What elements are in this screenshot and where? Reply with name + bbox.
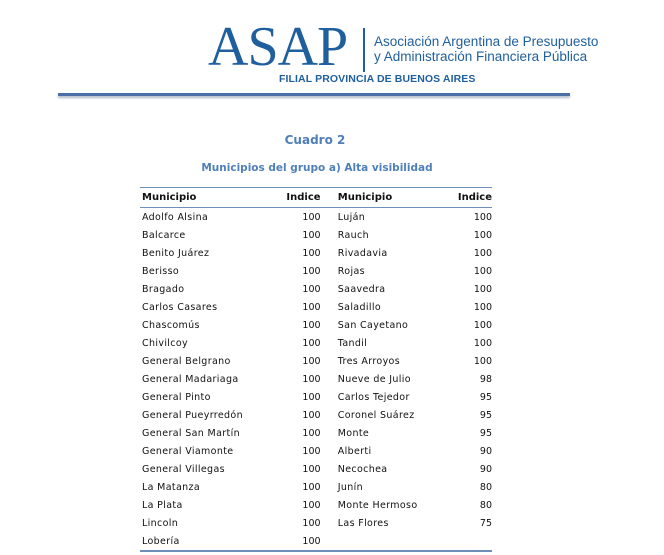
indice-value: 100 <box>302 247 321 259</box>
table-row <box>140 352 492 370</box>
municipio-name: Balcarce <box>142 229 186 241</box>
indice-value: 75 <box>479 517 492 529</box>
municipio-name: Coronel Suárez <box>337 409 415 421</box>
indice-value: 100 <box>302 445 321 457</box>
asap-logo: ASAP <box>208 16 348 78</box>
table-row <box>140 478 492 496</box>
column-header-indice-left: Indice <box>286 188 321 208</box>
indice-value: 100 <box>302 463 321 475</box>
table-row <box>140 442 492 460</box>
table-row <box>140 388 492 406</box>
municipio-name: Adolfo Alsina <box>142 211 209 223</box>
municipio-name: Lincoln <box>142 517 179 529</box>
municipio-name: Tres Arroyos <box>337 355 401 367</box>
municipio-name: Rojas <box>337 265 365 277</box>
indice-value: 100 <box>473 301 492 313</box>
organization-name-line-1: Asociación Argentina de Presupuesto <box>374 34 599 49</box>
column-header-municipio-left: Municipio <box>140 188 286 208</box>
municipio-name: General Madariaga <box>142 373 239 385</box>
column-spacer <box>321 460 338 478</box>
indice-value: 100 <box>473 355 492 367</box>
municipio-name: General Viamonte <box>142 445 234 457</box>
table-row <box>140 496 492 514</box>
indice-value: 100 <box>473 211 492 223</box>
municipio-name: Monte <box>337 427 370 439</box>
indice-value: 100 <box>302 499 321 511</box>
table-body <box>140 208 492 552</box>
indice-value: 98 <box>479 373 492 385</box>
municipalities-table <box>140 187 492 552</box>
indice-value: 100 <box>473 319 492 331</box>
column-spacer <box>321 514 338 532</box>
table-row <box>140 280 492 298</box>
table-row <box>140 316 492 334</box>
logo-separator <box>363 28 365 72</box>
table-row <box>140 406 492 424</box>
municipio-name: Berisso <box>142 265 180 277</box>
table-row <box>140 226 492 244</box>
municipio-name: Bragado <box>142 283 185 295</box>
indice-value: 100 <box>302 355 321 367</box>
municipio-name: La Plata <box>142 499 183 511</box>
indice-value: 100 <box>302 229 321 241</box>
municipio-name: Rauch <box>337 229 369 241</box>
table-row <box>140 424 492 442</box>
municipio-name: Monte Hermoso <box>337 499 418 511</box>
municipio-name: Benito Juárez <box>142 247 210 259</box>
organization-name <box>374 34 598 64</box>
column-spacer <box>321 442 338 460</box>
municipio-name: General Belgrano <box>142 355 231 367</box>
indice-value: 100 <box>473 283 492 295</box>
municipio-name: General Pinto <box>142 391 211 403</box>
municipio-name: Chascomús <box>142 319 200 331</box>
municipio-name <box>338 532 458 551</box>
table-row <box>140 208 492 227</box>
indice-value: 100 <box>302 211 321 223</box>
table-row <box>140 334 492 352</box>
indice-value: 100 <box>302 319 321 331</box>
municipio-name: Necochea <box>337 463 388 475</box>
branch-name: FILIAL PROVINCIA DE BUENOS AIRES <box>279 73 476 85</box>
column-header-indice-right: Indice <box>457 188 492 208</box>
indice-value: 100 <box>473 265 492 277</box>
table-row <box>140 244 492 262</box>
table-row <box>140 460 492 478</box>
municipio-name: Saladillo <box>337 301 381 313</box>
indice-value <box>457 532 492 551</box>
municipio-name: La Matanza <box>142 481 201 493</box>
table-title: Cuadro 2 <box>284 133 346 147</box>
indice-value: 100 <box>473 337 492 349</box>
indice-value: 100 <box>302 481 321 493</box>
municipio-name: Chivilcoy <box>142 337 189 349</box>
indice-value: 95 <box>479 427 492 439</box>
indice-value: 100 <box>302 409 321 421</box>
municipio-name: Lobería <box>142 535 180 547</box>
table-header-row <box>140 188 492 208</box>
column-spacer <box>321 334 338 352</box>
table-row <box>140 514 492 532</box>
municipio-name: Nueve de Julio <box>337 373 411 385</box>
indice-value: 80 <box>479 499 492 511</box>
municipio-name: Alberti <box>337 445 372 457</box>
column-spacer <box>321 226 338 244</box>
table-row <box>140 532 492 551</box>
column-spacer <box>321 316 338 334</box>
column-spacer <box>321 298 338 316</box>
column-header-municipio-right: Municipio <box>338 188 458 208</box>
indice-value: 100 <box>302 535 321 547</box>
column-spacer <box>321 280 338 298</box>
indice-value: 80 <box>479 481 492 493</box>
column-spacer <box>321 370 338 388</box>
municipio-name: General Villegas <box>142 463 225 475</box>
header-divider <box>58 93 570 96</box>
column-spacer <box>321 406 338 424</box>
municipio-name: General San Martín <box>142 427 240 439</box>
municipio-name: Junín <box>337 481 364 493</box>
indice-value: 100 <box>302 301 321 313</box>
column-spacer <box>321 244 338 262</box>
indice-value: 95 <box>479 409 492 421</box>
indice-value: 100 <box>302 265 321 277</box>
municipio-name: Carlos Tejedor <box>337 391 410 403</box>
column-spacer <box>321 478 338 496</box>
municipio-name: Las Flores <box>337 517 389 529</box>
indice-value: 100 <box>302 337 321 349</box>
indice-value: 100 <box>473 247 492 259</box>
column-spacer <box>321 496 338 514</box>
municipio-name: Carlos Casares <box>142 301 218 313</box>
municipio-name: General Pueyrredón <box>142 409 243 421</box>
indice-value: 100 <box>302 373 321 385</box>
indice-value: 100 <box>302 427 321 439</box>
municipio-name: Rivadavia <box>337 247 388 259</box>
column-spacer <box>321 352 338 370</box>
indice-value: 100 <box>473 229 492 241</box>
table-subtitle: Municipios del grupo a) Alta visibilidad <box>201 162 433 174</box>
indice-value: 100 <box>302 391 321 403</box>
municipio-name: Luján <box>337 211 366 223</box>
column-spacer <box>321 388 338 406</box>
column-spacer <box>321 188 338 208</box>
municipio-name: Tandil <box>337 337 368 349</box>
column-spacer <box>321 208 338 227</box>
column-spacer <box>321 262 338 280</box>
indice-value: 90 <box>479 463 492 475</box>
municipio-name: Saavedra <box>337 283 386 295</box>
municipio-name: San Cayetano <box>337 319 409 331</box>
column-spacer <box>321 424 338 442</box>
table-row <box>140 298 492 316</box>
column-spacer <box>321 532 338 551</box>
indice-value: 90 <box>479 445 492 457</box>
indice-value: 100 <box>302 283 321 295</box>
indice-value: 100 <box>302 517 321 529</box>
organization-name-line-2: y Administración Financiera Pública <box>374 49 588 64</box>
table-row <box>140 262 492 280</box>
indice-value: 95 <box>479 391 492 403</box>
table-row <box>140 370 492 388</box>
